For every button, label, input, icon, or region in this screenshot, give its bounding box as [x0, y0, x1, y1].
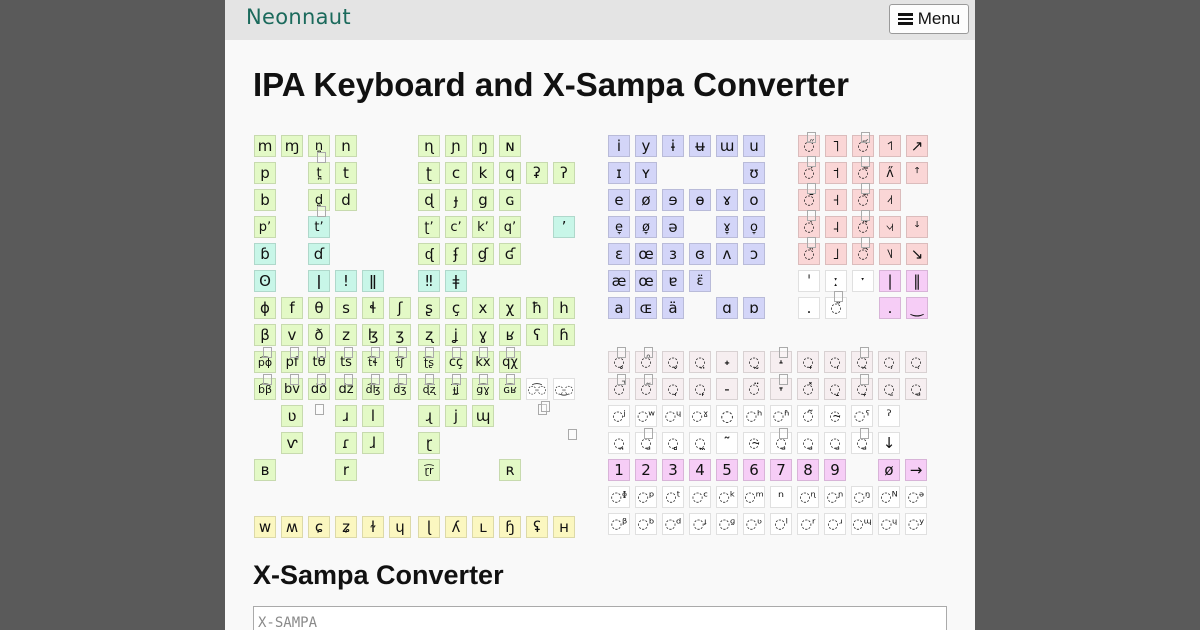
converter-section-title: X-Sampa Converter [253, 560, 504, 590]
consonant-key[interactable]: t [335, 162, 357, 184]
consonant-key[interactable]: n̪ [308, 135, 330, 157]
tone-key[interactable]: ◌̏ [798, 243, 820, 265]
tone-key[interactable]: ‖ [906, 270, 928, 292]
diacritic-key[interactable]: ◌ᵏ [716, 486, 738, 508]
consonant-key[interactable]: ɴ [499, 135, 521, 157]
tone-key[interactable]: ◌᷉ [852, 216, 874, 238]
consonant-key-other[interactable]: ɥ [389, 516, 411, 538]
diacritic-key[interactable]: ◌̺ [635, 432, 657, 454]
consonant-key[interactable]: q [499, 162, 521, 184]
tone-key[interactable]: ː [825, 270, 847, 292]
diacritic-key[interactable]: ↓ [878, 432, 900, 454]
consonant-key[interactable]: tʼ [308, 216, 330, 238]
consonant-key[interactable]: β [254, 324, 276, 346]
diacritic-key[interactable]: 9 [824, 459, 846, 481]
consonant-key[interactable]: ʙ [254, 459, 276, 481]
diacritic-key[interactable]: ⁿ [770, 486, 792, 508]
diacritic-key[interactable]: ◌ʳ [797, 513, 819, 535]
page-title: IPA Keyboard and X-Sampa Converter [253, 66, 849, 103]
vowel-key[interactable]: e [608, 189, 630, 211]
tone-key[interactable]: ꜛ [906, 162, 928, 184]
diacritic-key[interactable]: ◌̺ [905, 378, 927, 400]
consonant-key[interactable]: p͡ɸ [254, 351, 276, 373]
diacritic-key[interactable]: ◌̈ [743, 378, 765, 400]
diacritic-key[interactable]: ◌ʸ [905, 513, 927, 535]
vowel-key[interactable]: ɜ [662, 243, 684, 265]
diacritic-key[interactable]: ˖ [716, 351, 738, 373]
vowel-key[interactable]: ʏ [635, 162, 657, 184]
diacritic-key[interactable]: ◌̚ [608, 378, 630, 400]
vowel-key[interactable]: ɘ [662, 189, 684, 211]
diacritic-key[interactable]: ◌ᶡ [689, 513, 711, 535]
consonant-key[interactable]: ʂ [418, 297, 440, 319]
diacritic-key[interactable]: ◌̃ [635, 378, 657, 400]
diacritic-key[interactable]: ◌ᵐ [743, 486, 765, 508]
tone-key[interactable]: ˦ [825, 162, 847, 184]
site-logo[interactable]: Neonnaut [246, 5, 351, 29]
diacritic-key[interactable]: ◌ᵖ [635, 486, 657, 508]
diacritic-key[interactable]: ◌ᵑ [851, 486, 873, 508]
diacritic-key[interactable]: ◌̻ [662, 432, 684, 454]
consonant-key[interactable]: pʼ [254, 216, 276, 238]
page-container [225, 0, 975, 630]
diacritic-key[interactable]: ◌ʷ [635, 405, 657, 427]
diacritic-key[interactable]: ◌ˡ [770, 513, 792, 535]
glyph-box-overlay [568, 429, 577, 440]
consonant-key[interactable]: qχ [499, 351, 521, 373]
diacritic-key[interactable]: ◌ᵝ [608, 513, 630, 535]
consonant-key[interactable]: ɰ [472, 405, 494, 427]
consonant-key[interactable]: ɖ͡ʐ [418, 378, 440, 400]
vowel-key[interactable]: œ [635, 270, 657, 292]
consonant-key[interactable]: ɾ [335, 432, 357, 454]
vowel-key[interactable]: ɑ [716, 297, 738, 319]
diacritic-key[interactable]: ◌ᴺ [878, 486, 900, 508]
consonant-key[interactable]: v [281, 324, 303, 346]
diacritic-key[interactable]: ◌ᶣ [878, 513, 900, 535]
consonant-key[interactable]: f [281, 297, 303, 319]
tone-key[interactable]: . [798, 297, 820, 319]
vowel-key[interactable]: ɒ [743, 297, 765, 319]
vowel-key[interactable]: ɤ̞ [716, 216, 738, 238]
consonant-key[interactable]: ʛ [499, 243, 521, 265]
consonant-key[interactable]: b͡β [254, 378, 276, 400]
consonant-key[interactable]: r [335, 459, 357, 481]
consonant-key[interactable]: pf [281, 351, 303, 373]
diacritic-key[interactable]: ◌̜ [905, 351, 927, 373]
diacritic-key[interactable]: ◌ [716, 405, 738, 427]
tone-key[interactable]: ◌̄ [798, 189, 820, 211]
consonant-key-other[interactable]: ɫ [362, 516, 384, 538]
diacritic-key[interactable]: 7 [770, 459, 792, 481]
consonant-key-other[interactable]: ʍ [281, 516, 303, 538]
glyph-box-overlay [315, 404, 324, 415]
diacritic-key[interactable]: ◌̘ [662, 378, 684, 400]
consonant-key[interactable]: bv [281, 378, 303, 400]
consonant-key[interactable]: ʐ [418, 324, 440, 346]
tone-key[interactable]: ◌̆ [825, 297, 847, 319]
consonant-key[interactable]: k [472, 162, 494, 184]
vowel-key[interactable]: ɔ [743, 243, 765, 265]
diacritic-key[interactable]: ◌ᶹ [743, 513, 765, 535]
tone-key[interactable]: ◌̀ [798, 216, 820, 238]
tone-key[interactable]: ˩ [825, 243, 847, 265]
consonant-key[interactable]: ǂ [445, 270, 467, 292]
consonant-key[interactable]: ʋ [281, 405, 303, 427]
diacritic-key[interactable]: ◌̰ [743, 351, 765, 373]
vowel-key[interactable]: i [608, 135, 630, 157]
consonant-key[interactable]: ʕ [526, 324, 548, 346]
diacritic-key[interactable]: ◌̴ [743, 432, 765, 454]
diacritic-key[interactable]: ◌̴ [824, 405, 846, 427]
tone-key[interactable]: ˥˩ [879, 243, 901, 265]
consonant-key-other[interactable]: ʢ [526, 516, 548, 538]
consonant-key[interactable]: ɮ [362, 324, 384, 346]
consonant-key[interactable]: ɽ͡r [418, 459, 440, 481]
tone-key[interactable]: ◌᷆ [852, 243, 874, 265]
diacritic-key[interactable]: ◌ᵊ [905, 486, 927, 508]
consonant-key[interactable]: l [362, 405, 384, 427]
tone-key[interactable]: | [879, 270, 901, 292]
hamburger-icon [898, 13, 913, 25]
consonant-key[interactable]: ʔ [553, 162, 575, 184]
diacritic-key[interactable]: ◌̺ [770, 432, 792, 454]
diacritic-key[interactable]: 2 [635, 459, 657, 481]
glyph-box-overlay [541, 401, 550, 412]
tone-key[interactable]: ˑ [852, 270, 874, 292]
tone-key[interactable]: ˧ [825, 189, 847, 211]
tone-key[interactable]: ◌̋ [798, 135, 820, 157]
diacritic-key[interactable]: ◌̹ [878, 351, 900, 373]
diacritic-key[interactable]: ◌̊ [635, 351, 657, 373]
consonant-key[interactable]: ts [335, 351, 357, 373]
consonant-key[interactable]: ʼ [553, 216, 575, 238]
consonant-key[interactable]: ħ [526, 297, 548, 319]
vowel-key[interactable]: ɪ [608, 162, 630, 184]
vowel-key[interactable]: ä [662, 297, 684, 319]
diacritic-key[interactable]: ◌̝ [824, 378, 846, 400]
consonant-key[interactable]: ɟ [445, 189, 467, 211]
consonant-key-other[interactable]: ɕ [308, 516, 330, 538]
diacritic-key[interactable]: ◌ʱ [770, 405, 792, 427]
consonant-key[interactable]: ◌͡◌ [526, 378, 548, 400]
diacritic-key[interactable]: ◌ᵈ [662, 513, 684, 535]
consonant-key[interactable]: qʼ [499, 216, 521, 238]
diacritic-key[interactable]: ˕ [770, 378, 792, 400]
consonant-key[interactable]: ɠ [472, 243, 494, 265]
vowel-key[interactable]: æ [608, 270, 630, 292]
tone-key[interactable]: ˨˦ [879, 189, 901, 211]
diacritic-key[interactable]: ◌ᶭ [851, 513, 873, 535]
top-navigation-bar [225, 0, 975, 40]
vowel-key[interactable]: ʌ [716, 243, 738, 265]
consonant-key[interactable]: ◌͜◌ [553, 378, 575, 400]
vowel-key[interactable]: o [743, 189, 765, 211]
consonant-key[interactable]: kʼ [472, 216, 494, 238]
vowel-key[interactable]: ʊ [743, 162, 765, 184]
diacritic-key[interactable]: ◌ᶲ [608, 486, 630, 508]
tone-key[interactable]: . [879, 297, 901, 319]
consonant-key[interactable]: d̪ [308, 189, 330, 211]
diacritic-key[interactable]: ◌ˠ [689, 405, 711, 427]
consonant-key[interactable]: g͡ɣ [472, 378, 494, 400]
diacritic-key[interactable]: ◌̟ [797, 351, 819, 373]
consonant-key[interactable]: d͡ʒ [389, 378, 411, 400]
diacritic-key[interactable]: ◌̼ [689, 432, 711, 454]
vowel-key[interactable]: ə [662, 216, 684, 238]
consonant-key[interactable]: ɟ͡ʝ [445, 378, 467, 400]
consonant-key[interactable]: ʃ [389, 297, 411, 319]
consonant-key[interactable]: ʈ [418, 162, 440, 184]
consonant-key[interactable]: ɗ [308, 243, 330, 265]
consonant-key[interactable]: ɳ [418, 135, 440, 157]
consonant-key[interactable]: ɖ [418, 189, 440, 211]
diacritic-key[interactable]: ◌̯ [851, 351, 873, 373]
consonant-key[interactable]: kx [472, 351, 494, 373]
consonant-key[interactable]: b [254, 189, 276, 211]
consonant-key-other[interactable]: ɭ [418, 516, 440, 538]
vowel-key[interactable]: œ [635, 243, 657, 265]
consonant-key[interactable]: t̪ [308, 162, 330, 184]
diacritic-key[interactable]: → [905, 459, 927, 481]
consonant-key[interactable]: ǁ [362, 270, 384, 292]
consonant-key-other[interactable]: ʜ [553, 516, 575, 538]
glyph-box-overlay [538, 404, 547, 415]
vowel-key[interactable]: ɞ [689, 243, 711, 265]
consonant-key[interactable]: ɸ [254, 297, 276, 319]
diacritic-key[interactable]: ◌̪ [608, 432, 630, 454]
diacritic-key[interactable]: ◌ᶮ [824, 486, 846, 508]
vowel-key[interactable]: ɐ [662, 270, 684, 292]
vowel-key[interactable]: ʉ [689, 135, 711, 157]
tone-key[interactable]: ◌᷄ [852, 135, 874, 157]
diacritic-key[interactable]: ˔ [770, 351, 792, 373]
diacritic-key[interactable]: ◌ᵗ [662, 486, 684, 508]
consonant-key[interactable]: ⱱ [281, 432, 303, 454]
diacritic-key[interactable]: ◌̙ [689, 378, 711, 400]
diacritic-key[interactable]: ◌̽ [797, 378, 819, 400]
tone-key[interactable]: ˦˨˦ [879, 216, 901, 238]
consonant-key[interactable]: ɓ [254, 243, 276, 265]
consonant-key[interactable]: c [445, 162, 467, 184]
consonant-key[interactable]: ʘ [254, 270, 276, 292]
diacritic-key[interactable]: - [716, 378, 738, 400]
consonant-key-other[interactable]: ʟ [472, 516, 494, 538]
diacritic-key[interactable]: ◌̞ [851, 378, 873, 400]
consonant-key[interactable]: g [472, 189, 494, 211]
menu-button[interactable] [889, 4, 969, 34]
consonant-key[interactable]: ʀ [499, 459, 521, 481]
diacritic-key[interactable]: ◌ʰ [743, 405, 765, 427]
consonant-key[interactable]: ɬ [362, 297, 384, 319]
consonant-key[interactable]: ʈ͡ʂ [418, 351, 440, 373]
consonant-key[interactable]: x [472, 297, 494, 319]
consonant-key[interactable]: ɢ [499, 189, 521, 211]
consonant-key[interactable]: cʼ [445, 216, 467, 238]
tone-key[interactable]: ↗ [906, 135, 928, 157]
consonant-key[interactable]: ʡ [526, 162, 548, 184]
vowel-key[interactable]: ø̞ [635, 216, 657, 238]
vowel-key[interactable]: ɶ [635, 297, 657, 319]
tone-key[interactable]: ꜜ [906, 216, 928, 238]
consonant-key[interactable]: cç [445, 351, 467, 373]
diacritic-key[interactable]: 5 [716, 459, 738, 481]
consonant-key-other[interactable]: ɧ [499, 516, 521, 538]
diacritic-key[interactable]: ◌̺ [824, 432, 846, 454]
consonant-key[interactable]: ʁ [499, 324, 521, 346]
vowel-key[interactable]: ɯ [716, 135, 738, 157]
consonant-key[interactable]: ɱ [281, 135, 303, 157]
consonant-key-other[interactable]: ʑ [335, 516, 357, 538]
consonant-key[interactable]: ɦ [553, 324, 575, 346]
diacritic-key[interactable]: 3 [662, 459, 684, 481]
tone-key[interactable]: ↘ [906, 243, 928, 265]
xsampa-input[interactable] [253, 606, 947, 630]
consonant-key[interactable]: t͡ʃ [389, 351, 411, 373]
vowel-key[interactable]: a [608, 297, 630, 319]
diacritic-key[interactable]: ◌̠ [878, 378, 900, 400]
consonant-key[interactable]: ɻ [418, 405, 440, 427]
diacritic-key[interactable]: ◌̃ [797, 405, 819, 427]
diacritic-key[interactable]: ◌ᵇ [635, 513, 657, 535]
consonant-key[interactable]: ‼ [418, 270, 440, 292]
vowel-key[interactable]: u [743, 135, 765, 157]
consonant-key[interactable]: ʈʼ [418, 216, 440, 238]
diacritic-key[interactable]: ◌ʴ [824, 513, 846, 535]
consonant-key[interactable]: ᶑ [418, 243, 440, 265]
consonant-key[interactable]: tθ [308, 351, 330, 373]
diacritic-key[interactable]: 1 [608, 459, 630, 481]
consonant-key[interactable]: p [254, 162, 276, 184]
diacritic-key[interactable]: ◌̬ [662, 351, 684, 373]
consonant-key[interactable]: ǃ [335, 270, 357, 292]
diacritic-key[interactable]: ◌ᶯ [797, 486, 819, 508]
consonant-key[interactable]: ŋ [472, 135, 494, 157]
consonant-key[interactable]: ɹ [335, 405, 357, 427]
consonant-key-other[interactable]: w [254, 516, 276, 538]
tone-key[interactable]: ‿ [906, 297, 928, 319]
consonant-key[interactable]: ç [445, 297, 467, 319]
consonant-key[interactable]: ð [308, 324, 330, 346]
consonant-key[interactable]: θ [308, 297, 330, 319]
diacritic-key[interactable]: ◌ˤ [851, 405, 873, 427]
diacritic-key[interactable]: ◌̤ [689, 351, 711, 373]
consonant-key[interactable]: s [335, 297, 357, 319]
consonant-key[interactable]: d [335, 189, 357, 211]
diacritic-key[interactable]: ◌̩ [824, 351, 846, 373]
diacritic-key[interactable]: ◌ᶜ [689, 486, 711, 508]
vowel-key[interactable]: ɤ [716, 189, 738, 211]
diacritic-key[interactable]: ◌̺ [797, 432, 819, 454]
tone-key[interactable]: ˦˥ [879, 135, 901, 157]
consonant-key[interactable]: n [335, 135, 357, 157]
consonant-key-other[interactable]: ʎ [445, 516, 467, 538]
vowel-key[interactable]: ø [635, 189, 657, 211]
consonant-key[interactable]: dz [335, 378, 357, 400]
consonant-key[interactable]: m [254, 135, 276, 157]
vowel-key[interactable]: ɛ [608, 243, 630, 265]
vowel-key[interactable]: o̞ [743, 216, 765, 238]
tone-key[interactable]: ˈ [798, 270, 820, 292]
vowel-key[interactable]: ɵ [689, 189, 711, 211]
consonant-key[interactable]: t͡ɬ [362, 351, 384, 373]
consonant-key[interactable]: ɽ [418, 432, 440, 454]
diacritic-key[interactable]: ◌̺ [851, 432, 873, 454]
tone-key[interactable]: ◌́ [798, 162, 820, 184]
tone-key[interactable]: ◌᷅ [852, 162, 874, 184]
consonant-key[interactable]: h [553, 297, 575, 319]
consonant-key[interactable]: ɢ͡ʁ [499, 378, 521, 400]
consonant-key[interactable]: ǀ [308, 270, 330, 292]
consonant-key[interactable]: ʄ [445, 243, 467, 265]
vowel-key[interactable]: ɛ̈ [689, 270, 711, 292]
diacritic-key[interactable]: ø [878, 459, 900, 481]
consonant-key[interactable]: ʒ [389, 324, 411, 346]
diacritic-key[interactable]: ◌ᶢ [716, 513, 738, 535]
consonant-key[interactable]: ɲ [445, 135, 467, 157]
diacritic-key[interactable]: 8 [797, 459, 819, 481]
menu-button-label: Menu [917, 9, 961, 28]
vowel-key[interactable]: ɨ [662, 135, 684, 157]
diacritic-key[interactable]: 4 [689, 459, 711, 481]
diacritic-key[interactable]: ◌̥ [608, 351, 630, 373]
diacritic-key[interactable]: ˀ [878, 405, 900, 427]
consonant-key[interactable]: d͡ɮ [362, 378, 384, 400]
tone-key[interactable]: ◌᷈ [852, 189, 874, 211]
diacritic-key[interactable]: ◌ʲ [608, 405, 630, 427]
consonant-key[interactable]: dð [308, 378, 330, 400]
consonant-key[interactable]: ʝ [445, 324, 467, 346]
diacritic-key[interactable]: ˜ [716, 432, 738, 454]
diacritic-key[interactable]: ◌ᶣ [662, 405, 684, 427]
tone-key[interactable]: ʌ̋ [879, 162, 901, 184]
consonant-key[interactable]: ɣ [472, 324, 494, 346]
tone-key[interactable]: ˨ [825, 216, 847, 238]
vowel-key[interactable]: y [635, 135, 657, 157]
consonant-key[interactable]: ɺ [362, 432, 384, 454]
consonant-key[interactable]: j [445, 405, 467, 427]
consonant-key[interactable]: χ [499, 297, 521, 319]
vowel-key[interactable]: e̞ [608, 216, 630, 238]
consonant-key[interactable]: z [335, 324, 357, 346]
tone-key[interactable]: ˥ [825, 135, 847, 157]
diacritic-key[interactable]: 6 [743, 459, 765, 481]
